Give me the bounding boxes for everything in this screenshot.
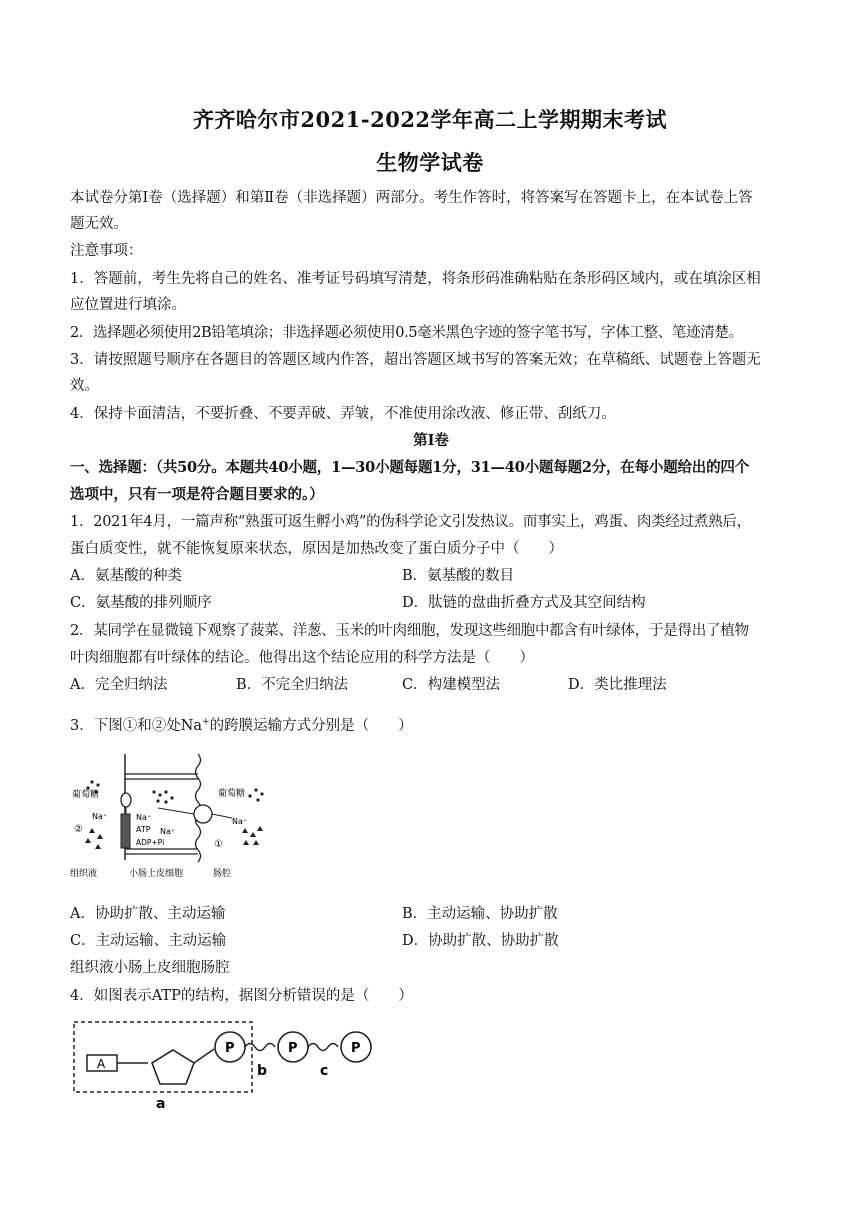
notice-line: 1．答题前，考生先将自己的姓名、准考证号码填写清楚，将条形码准确粘贴在条形码区域内，或在填涂区相 (70, 271, 761, 287)
label-phosphate: P (288, 1041, 298, 1056)
question-stem: 叶肉细胞都有叶绿体的结论。他得出这个结论应用的科学方法是（ ） (70, 650, 534, 666)
notice-line: 应位置进行填涂。 (70, 297, 186, 313)
label-adenine: A (97, 1057, 106, 1071)
notice-line: 3．请按照题号顺序在各题目的答题区域内作答，超出答题区域书写的答案无效；在草稿纸、试题卷上答题无 (70, 352, 761, 368)
option-a: A．协助扩散、主动运输 (70, 906, 226, 922)
notice-heading: 注意事项： (70, 243, 143, 259)
notice-line: 4．保持卡面清洁，不要折叠、不要弄破、弄皱，不准使用涂改液、修正带、刮纸刀。 (70, 406, 616, 422)
question-stem: 4．如图表示ATP的结构，据图分析错误的是（ ） (70, 988, 413, 1004)
label-bond-b: b (257, 1063, 268, 1079)
label-glucose-right: 葡萄糖 (218, 789, 246, 799)
question-stem: 1．2021年4月，一篇声称“熟蛋可返生孵小鸡”的伪科学论文引发热议。而事实上，鸡蛋、肉类经过煮熟后， (70, 514, 751, 530)
option-d: D．肽链的盘曲折叠方式及其空间结构 (402, 595, 646, 611)
option-d: D．类比推理法 (568, 677, 667, 693)
intro-line: 题无效。 (70, 216, 128, 232)
exam-subtitle: 生物学试卷 (376, 150, 484, 175)
question-stem: 2．某同学在显微镜下观察了菠菜、洋葱、玉米的叶肉细胞，发现这些细胞中都含有叶绿体，于是得出了植物 (70, 623, 749, 639)
label-na: Na⁺ (136, 813, 152, 822)
label-tissue-fluid: 组织液 (70, 869, 98, 879)
label-atp: ATP (136, 825, 151, 834)
label-region-a: a (156, 1096, 166, 1112)
notice-line: 效。 (70, 378, 99, 394)
label-intestinal-lumen: 肠腔 (213, 869, 232, 879)
label-adp: ADP+Pi (136, 838, 165, 847)
intro-line: 本试卷分第Ⅰ卷（选择题）和第Ⅱ卷（非选择题）两部分。考生作答时，将答案写在答题卡上，在本试卷上答 (70, 190, 753, 206)
atp-structure-figure (70, 1018, 390, 1112)
question-stem: 3．下图①和②处Na+的跨膜运输方式分别是（ ） (70, 717, 413, 734)
label-epithelial-cell: 小肠上皮细胞 (129, 869, 184, 879)
notice-line: 2．选择题必须使用2B铅笔填涂；非选择题必须使用0.5毫米黑色字迹的签字笔书写，字体工整、笔迹清楚。 (70, 325, 743, 341)
option-a: A．氨基酸的种类 (70, 568, 182, 584)
label-circle-1: ① (214, 839, 223, 850)
label-phosphate: P (351, 1041, 361, 1056)
label-na: Na⁺ (160, 827, 176, 836)
option-b: B．不完全归纳法 (236, 677, 349, 693)
option-c: C．主动运输、主动运输 (70, 933, 227, 949)
option-a: A．完全归纳法 (70, 677, 168, 693)
section-title: 第Ⅰ卷 (413, 432, 449, 449)
membrane-transport-figure (70, 752, 280, 886)
option-c: C．氨基酸的排列顺序 (70, 595, 212, 611)
part-heading: 一、选择题：（共50分。本题共40小题，1—30小题每题1分，31—40小题每题2分，在每小题给出的四个 (70, 459, 750, 476)
question-stem: 蛋白质变性，就不能恢复原来状态，原因是加热改变了蛋白质分子中（ ） (70, 541, 563, 557)
label-glucose-left: 葡萄糖 (72, 790, 100, 800)
label-circle-2: ② (74, 824, 83, 835)
label-phosphate: P (225, 1041, 235, 1056)
figure-caption: 组织液小肠上皮细胞肠腔 (70, 960, 230, 976)
label-na: Na⁺ (92, 812, 108, 821)
label-bond-c: c (320, 1063, 329, 1079)
option-d: D．协助扩散、协助扩散 (402, 933, 559, 949)
option-c: C．构建模型法 (402, 677, 501, 693)
label-na: Na⁺ (232, 817, 248, 826)
option-b: B．主动运输、协助扩散 (402, 906, 558, 922)
part-heading: 选项中，只有一项是符合题目要求的。） (70, 486, 324, 503)
option-b: B．氨基酸的数目 (402, 568, 515, 584)
exam-title: 齐齐哈尔市2021-2022学年高二上学期期末考试 (192, 107, 668, 132)
